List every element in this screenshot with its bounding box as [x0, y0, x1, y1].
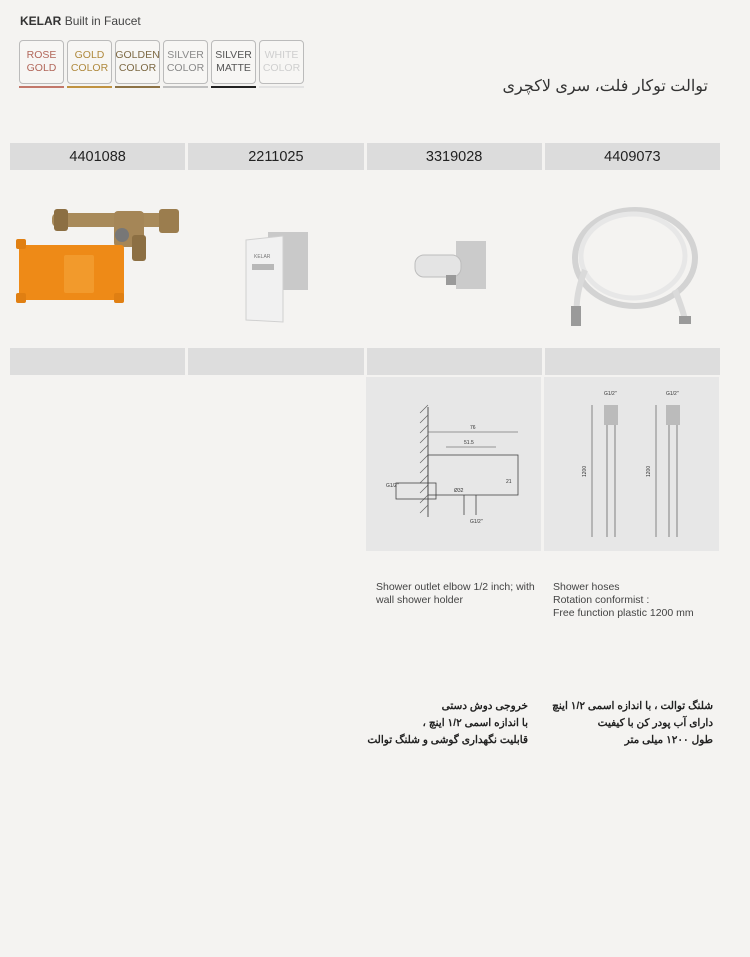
spec-header-cell	[188, 348, 363, 375]
swatch-label: GOLD	[26, 62, 57, 74]
desc-line-fa: خروجی دوش دستی	[441, 700, 528, 712]
dim-depth: 51.5	[464, 440, 474, 446]
brand-line	[20, 14, 141, 28]
brand-name: KELAR	[20, 14, 62, 28]
swatch-label: GOLDEN	[115, 49, 160, 61]
swatch-label: WHITE	[264, 49, 299, 61]
swatch-label: MATTE	[216, 62, 251, 74]
swatch-label: COLOR	[166, 62, 205, 74]
dim-thread-2: G1/2"	[470, 519, 483, 525]
swatch-label: COLOR	[118, 62, 157, 74]
hose-description-en	[553, 581, 694, 620]
swatch-label: GOLD	[74, 49, 105, 61]
finish-swatches	[19, 40, 304, 84]
page-title: توالت توکار فلت، سری لاکچری	[502, 78, 708, 95]
elbow-description-en	[376, 581, 535, 607]
desc-line-fa: دارای آب پودر کن با کیفیت	[597, 717, 713, 729]
dim-length-1: 1200	[582, 465, 588, 477]
swatch-label: SILVER	[167, 49, 204, 61]
trim-plate-image	[238, 230, 313, 325]
desc-line: Shower hoses	[553, 581, 620, 593]
swatch-golden	[115, 40, 160, 84]
dim-diameter: Ø32	[454, 488, 464, 494]
product-code: 4401088	[10, 143, 185, 170]
spec-header-cell	[10, 348, 185, 375]
desc-line: Shower outlet elbow 1/2 inch; with	[376, 581, 535, 593]
swatch-white	[259, 40, 304, 84]
swatch-silver	[163, 40, 208, 84]
desc-line: Free function plastic 1200 mm	[553, 607, 694, 619]
dim-thread-1: G1/2"	[386, 483, 399, 489]
swatch-label: COLOR	[262, 62, 301, 74]
dim-length-2: 1200	[646, 465, 652, 477]
dim-thread-1: G1/2"	[604, 391, 617, 397]
desc-line: wall shower holder	[376, 594, 463, 606]
dim-thread-2: G1/2"	[666, 391, 679, 397]
desc-line-fa: شلنگ توالت ، با اندازه اسمی ۱/۲ اینچ	[552, 700, 713, 712]
spec-header-row	[10, 348, 720, 375]
spec-header-cell	[367, 348, 542, 375]
hose-description-fa	[552, 698, 713, 749]
elbow-description-fa	[367, 698, 528, 749]
concealed-valve-image	[14, 205, 189, 305]
desc-line: Rotation conformist :	[553, 594, 650, 606]
product-code: 4409073	[545, 143, 720, 170]
product-code: 2211025	[188, 143, 363, 170]
swatch-label: SILVER	[215, 49, 252, 61]
shower-elbow-image	[410, 237, 490, 297]
swatch-silver-matte	[211, 40, 256, 84]
hose-technical-drawing	[544, 377, 719, 551]
product-code: 3319028	[367, 143, 542, 170]
swatch-label: COLOR	[70, 62, 109, 74]
svg-text:KELAR: KELAR	[254, 254, 271, 260]
desc-line-fa: با اندازه اسمی ۱/۲ اینچ ،	[422, 717, 528, 729]
dim-width: 76	[470, 425, 476, 431]
spec-header-cell	[545, 348, 720, 375]
elbow-technical-drawing	[366, 377, 541, 551]
dim-height: 21	[506, 479, 512, 485]
swatch-rose-gold	[19, 40, 64, 84]
shower-hose-image	[565, 200, 700, 335]
product-code-row	[10, 143, 720, 170]
brand-suffix: Built in Faucet	[64, 14, 141, 28]
swatch-gold	[67, 40, 112, 84]
swatch-label: ROSE	[26, 49, 57, 61]
desc-line-fa: قابلیت نگهداری گوشی و شلنگ توالت	[367, 734, 528, 746]
desc-line-fa: طول ۱۲۰۰ میلی متر	[624, 734, 713, 746]
